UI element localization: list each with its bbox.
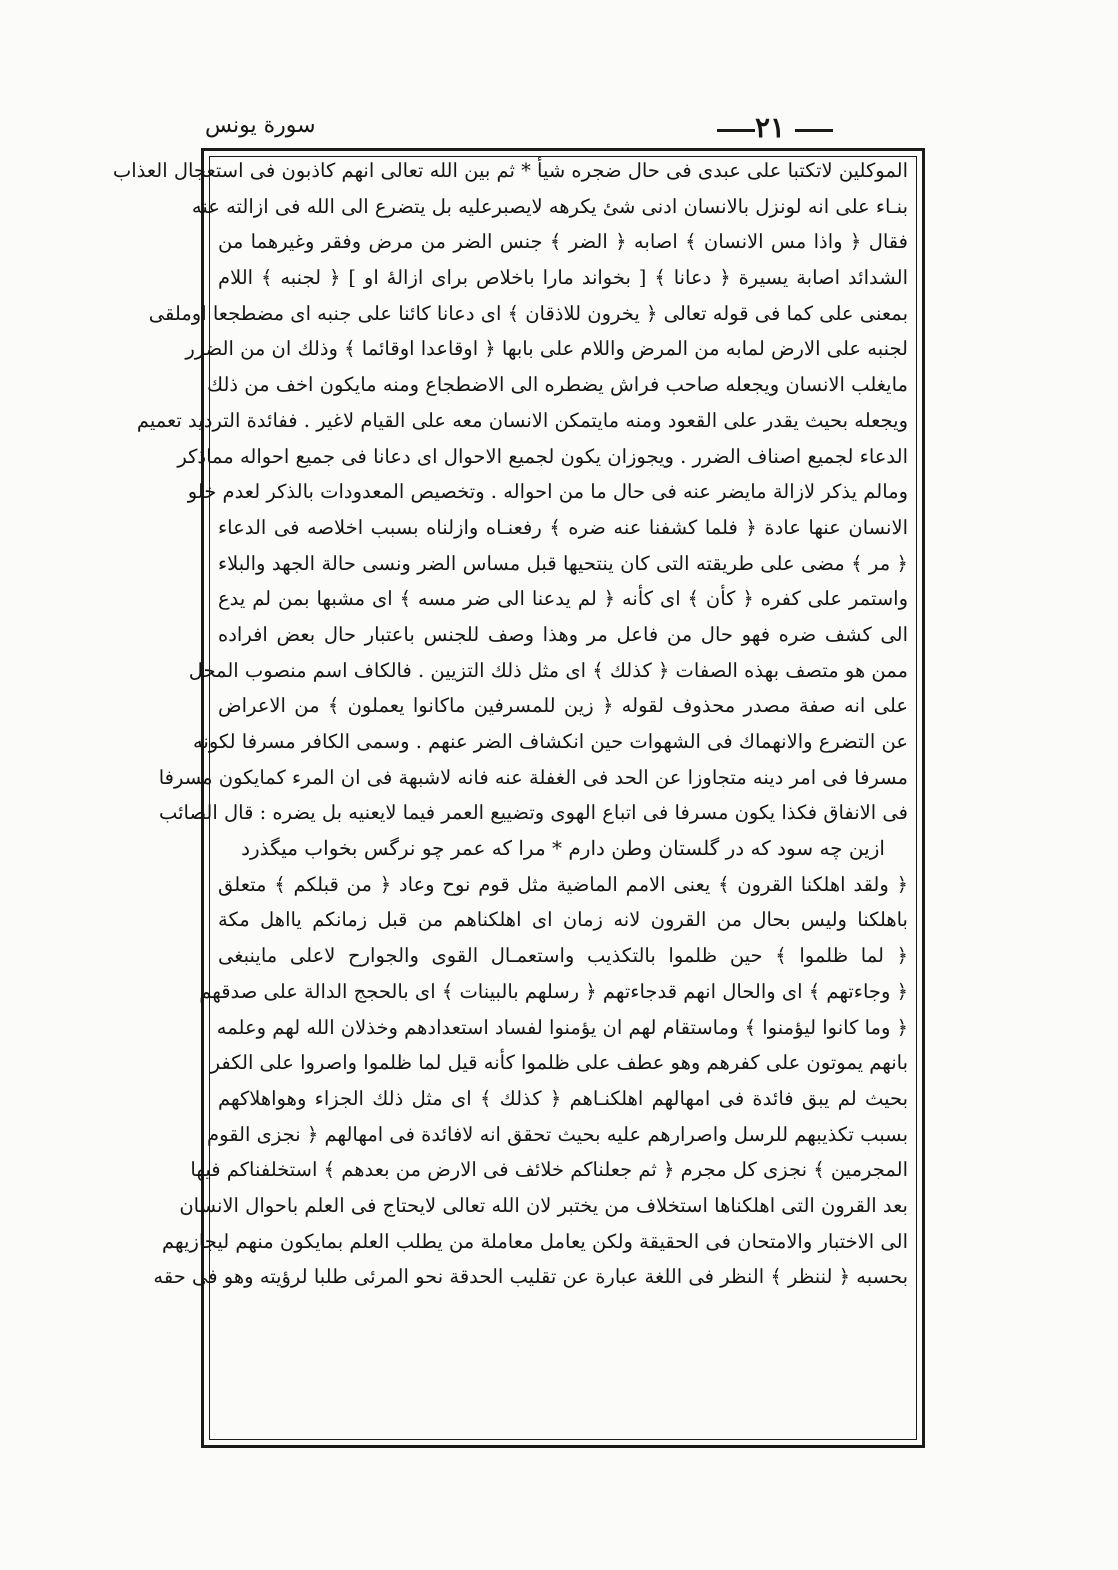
running-header-surah-name: سورة يونس xyxy=(205,113,316,138)
text-line: الى كشف ضره فهو حال من فاعل مر وهذا وصف للجنس باعتبار حال بعض افراده xyxy=(218,622,908,646)
text-line: باهلكنا وليس بحال من القرون لانه زمان اى اهلكناهم من قبل زمانكم يااهل مكة xyxy=(218,908,908,932)
text-line: بحيث لم يبق فائدة فى امهالهم اهلكنـاهم ﴿ كذلك ﴾ اى مثل ذلك الجزاء وهواهلاكهم xyxy=(218,1086,908,1110)
text-line: ﴿ ولقد اهلكنا القرون ﴾ يعنى الامم الماضية مثل قوم نوح وعاد ﴿ من قبلكم ﴾ متعلق xyxy=(218,872,908,896)
text-line: الشدائد اصابة يسيرة ﴿ دعانا ﴾ [ بخواند مارا باخلاص براى ازالهٔ او ] ﴿ لجنبه ﴾ اللام xyxy=(218,266,908,290)
persian-verse-line: ازين چه سود كه در گلستان وطن دارم * مرا كه عمر چو نرگس بخواب ميگذرد xyxy=(241,836,885,861)
text-line: الانسان عنها عادة ﴿ فلما كشفنا عنه ضره ﴾ رفعنـاه وازلناه بسبب اخلاصه فى الدعاء xyxy=(218,515,908,539)
text-line: ﴿ وجاءتهم ﴾ اى والحال انهم قدجاءتهم ﴿ رسلهم بالبينات ﴾ اى بالحجج الدالة على صدقهم xyxy=(199,979,908,1003)
text-line: ﴿ وما كانوا ليؤمنوا ﴾ وماستقام لهم ان يؤمنوا لفساد استعدادهم وخذلان الله لهم وعلمه xyxy=(216,1015,908,1039)
text-line: لجنبه على الارض لمابه من المرض واللام على بابها ﴿ اوقاعدا اوقائما ﴾ وذلك ان من الضرر xyxy=(185,337,908,361)
text-line: على انه صفة مصدر محذوف لقوله ﴿ زين للمسرفين ماكانوا يعملون ﴾ من الاعراض xyxy=(218,694,908,718)
text-line: بعد القرون التى اهلكناها استخلاف من يختبر لان الله تعالى لايحتاج فى العلم باحوال الانسان xyxy=(179,1193,908,1217)
text-line: مسرفا فى امر دينه متجاوزا عن الحد فى الغفلة عنه فانه لاشبهة فى ان المرء كمايكون مسرفا xyxy=(158,765,908,789)
text-line: واستمر على كفره ﴿ كأن ﴾ اى كأنه ﴿ لم يدعنا الى ضر مسه ﴾ اى مشبها بمن لم يدع xyxy=(218,587,908,611)
page-number: ٢١ xyxy=(754,111,786,144)
text-line: المجرمين ﴾ نجزى كل مجرم ﴿ ثم جعلناكم خلائف فى الارض من بعدهم ﴾ استخلفناكم فيها xyxy=(190,1158,908,1182)
text-line: بانهم يموتون على كفرهم وهو عطف على ظلموا كأنه قيل لما ظلموا واصروا على الكفر xyxy=(210,1051,908,1075)
text-line: بسبب تكذيبهم للرسل واصرارهم عليه بحيث تحقق انه لافائدة فى امهالهم ﴿ نجزى القوم xyxy=(207,1122,908,1146)
text-line: فقال ﴿ واذا مس الانسان ﴾ اصابه ﴿ الضر ﴾ جنس الضر من مرض وفقر وغيرهما من xyxy=(218,230,908,254)
page-number-ornament-right xyxy=(795,129,833,132)
text-line: الى الاختبار والامتحان فى الحقيقة ولكن يعامل معاملة من يطلب العلم بمايكون منهم ليجازيهم xyxy=(162,1229,908,1253)
text-line: بمعنى على كما فى قوله تعالى ﴿ يخرون للاذقان ﴾ اى دعانا كائنا على جنبه اى مضطجعا اوملقى xyxy=(148,301,908,325)
page-header xyxy=(205,113,920,149)
text-line: ممن هو متصف بهذه الصفات ﴿ كذلك ﴾ اى مثل ذلك التزيين . فالكاف اسم منصوب المحل xyxy=(188,658,908,682)
text-line: ﴿ مر ﴾ مضى على طريقته التى كان ينتحيها قبل مساس الضر ونسى حالة الجهد والبلاء xyxy=(218,551,908,575)
text-line: الموكلين لاتكتبا على عبدى فى حال ضجره شيأ * ثم بين الله تعالى انهم كاذبون فى استعجال العذاب xyxy=(112,159,908,182)
text-line: عن التضرع والانهماك فى الشهوات حين انكشاف الضر عنهم . وسمى الكافر مسرفا لكونه xyxy=(192,730,908,753)
text-line: مايغلب الانسان ويجعله صاحب فراش يضطره الى الاضطجاع ومنه مايكون اخف من ذلك xyxy=(207,373,908,397)
text-line: ويجعله بحيث يقدر على القعود ومنه مايتمكن الانسان معه على القيام لاغير . ففائدة الترديد تعميم xyxy=(136,408,908,432)
text-line: فى الانفاق فكذا يكون مسرفا فى اتباع الهوى وتضييع العمر فيما لايعنيه بل يضره : قال الصائب xyxy=(158,801,908,825)
text-line: الدعاء لجميع اصناف الضرر . ويجوزان يكون لجميع الاحوال اى دعانا فى جميع احواله مماذكر xyxy=(177,444,908,468)
text-body xyxy=(112,153,908,1438)
text-line: ﴿ لما ظلموا ﴾ حين ظلموا بالتكذيب واستعمـال القوى والجوارح لاعلى ماينبغى xyxy=(218,944,908,968)
text-line: ومالم يذكر لازالة مايضر عنه فى حال ما من احواله . وتخصيص المعدودات بالذكر لعدم خلو xyxy=(187,480,908,504)
text-line: بنـاء على انه لونزل بالانسان ادنى شئ يكرهه لايصبرعليه بل يتضرع الى الله فى ازالته عنه xyxy=(191,194,908,218)
text-line: بحسبه ﴿ لننظر ﴾ النظر فى اللغة عبارة عن تقليب الحدقة نحو المرئى طلبا لرؤيته وهو فى حقه xyxy=(153,1265,908,1289)
